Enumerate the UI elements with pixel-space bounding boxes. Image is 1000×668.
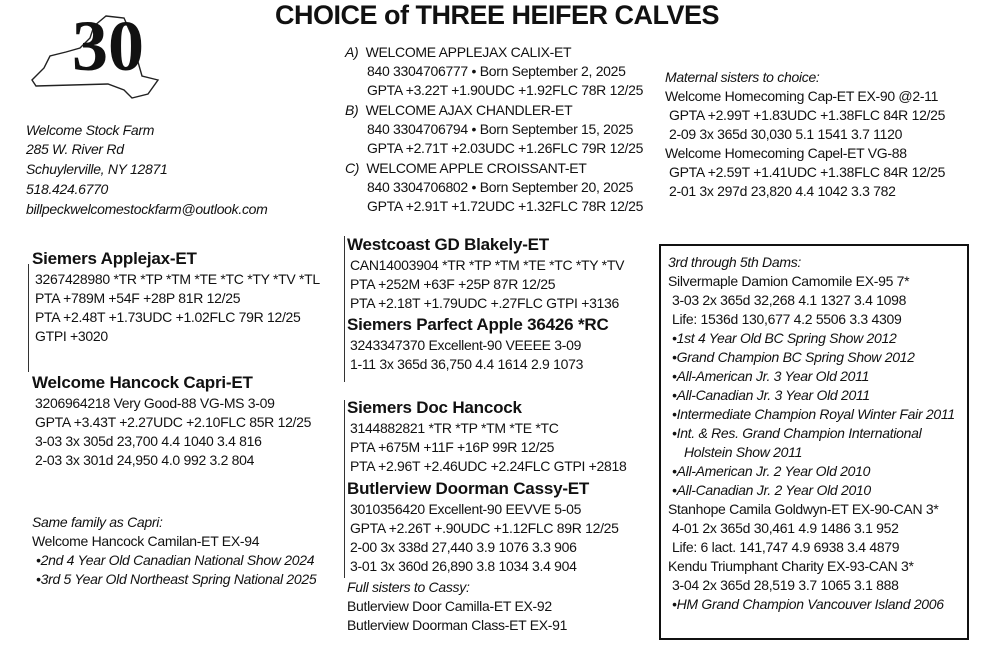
full-sisters-heading: Full sisters to Cassy: (347, 579, 470, 595)
sister-line: GPTA +2.99T +1.83UDC +1.38FLC 84R 12/25 (669, 107, 946, 123)
sister-line: GPTA +2.59T +1.41UDC +1.38FLC 84R 12/25 (669, 164, 946, 180)
fifth-dam-name: Kendu Triumphant Charity EX-93-CAN 3* (668, 558, 914, 574)
choice-letter: A) (345, 44, 359, 60)
third-dam-line: Life: 1536d 130,677 4.2 5506 3.3 4309 (672, 311, 902, 327)
sire-dam-line: 1-11 3x 365d 36,750 4.4 1614 2.9 1073 (350, 356, 584, 372)
sire-sire-line: PTA +2.18T +1.79UDC +.27FLC GTPI +3136 (350, 295, 620, 311)
sire-line: PTA +2.48T +1.73UDC +1.02FLC 79R 12/25 (35, 309, 301, 325)
dam-sire-line: PTA +675M +11F +16P 99R 12/25 (350, 439, 555, 455)
sire-line: GTPI +3020 (35, 328, 108, 344)
sire-sire-name: Westcoast GD Blakely-ET (347, 235, 549, 254)
third-dam-award: •All-Canadian Jr. 3 Year Old 2011 (672, 387, 870, 403)
dam-dam (347, 478, 619, 576)
choice-name: WELCOME APPLE CROISSANT-ET (366, 160, 587, 176)
same-family-heading: Same family as Capri: (32, 514, 163, 530)
dam-sire (347, 397, 627, 476)
sister-line: Welcome Homecoming Capel-ET VG-88 (665, 145, 907, 161)
fifth-dam-award: •HM Grand Champion Vancouver Island 2006 (672, 596, 944, 612)
dam-sire-line: 3144882821 *TR *TP *TM *TE *TC (350, 420, 559, 436)
dam-line: 3-03 3x 305d 23,700 4.4 1040 3.4 816 (35, 433, 262, 449)
consignor-city: Schuylerville, NY 12871 (26, 161, 168, 177)
dam-name: Welcome Hancock Capri-ET (32, 373, 253, 392)
pedigree-bracket (344, 236, 345, 382)
maternal-sisters (665, 68, 945, 201)
dam-dam-line: 3010356420 Excellent-90 EEVVE 5-05 (350, 501, 582, 517)
same-family-award: •2nd 4 Year Old Canadian National Show 2024 (36, 552, 315, 568)
maternal-sisters-heading: Maternal sisters to choice: (665, 69, 820, 85)
choice-id: 840 3304706794 • Born September 15, 2025 (367, 121, 634, 137)
choice-gpta: GPTA +2.91T +1.72UDC +1.32FLC 78R 12/25 (367, 198, 644, 214)
fourth-dam-name: Stanhope Camila Goldwyn-ET EX-90-CAN 3* (668, 501, 939, 517)
full-sister-line: Butlerview Door Camilla-ET EX-92 (347, 598, 552, 614)
dam-dam-line: 2-00 3x 338d 27,440 3.9 1076 3.3 906 (350, 539, 577, 555)
choice-id: 840 3304706802 • Born September 20, 2025 (367, 179, 634, 195)
dam-dam-name: Butlerview Doorman Cassy-ET (347, 479, 590, 498)
pedigree-bracket (344, 400, 345, 578)
third-dam-award: •All-American Jr. 3 Year Old 2011 (672, 368, 870, 384)
page-title: CHOICE of THREE HEIFER CALVES (275, 0, 720, 30)
fourth-dam-line: Life: 6 lact. 141,747 4.9 6938 3.4 4879 (672, 539, 900, 555)
third-dam-award: •Intermediate Champion Royal Winter Fair 2011 (672, 406, 955, 422)
sire-dam-line: 3243347370 Excellent-90 VEEEE 3-09 (350, 337, 582, 353)
full-sisters (347, 578, 567, 635)
same-family (32, 513, 316, 589)
fifth-dam-line: 3-04 2x 365d 28,519 3.7 1065 3.1 888 (672, 577, 899, 593)
sire-line: 3267428980 *TR *TP *TM *TE *TC *TY *TV *TL (35, 271, 320, 287)
dam-line: 3206964218 Very Good-88 VG-MS 3-09 (35, 395, 275, 411)
third-dam-award: •All-Canadian Jr. 2 Year Old 2010 (672, 482, 871, 498)
consignor-phone: 518.424.6770 (26, 181, 109, 197)
dam-line: GPTA +3.43T +2.27UDC +2.10FLC 85R 12/25 (35, 414, 312, 430)
dam-dam-line: GPTA +2.26T +.90UDC +1.12FLC 89R 12/25 (350, 520, 619, 536)
sire-sire-line: PTA +252M +63F +25P 87R 12/25 (350, 276, 556, 292)
sire-sire-line: CAN14003904 *TR *TP *TM *TE *TC *TY *TV (350, 257, 625, 273)
third-dam-award: •All-American Jr. 2 Year Old 2010 (672, 463, 871, 479)
third-dam-award: •Int. & Res. Grand Champion International (672, 425, 922, 441)
dam-sire-name: Siemers Doc Hancock (347, 398, 522, 417)
third-dam-line: 3-03 2x 365d 32,268 4.1 1327 3.4 1098 (672, 292, 907, 308)
lot-number: 30 (72, 6, 144, 86)
pedigree-bracket (28, 264, 29, 372)
dam-sire-line: PTA +2.96T +2.46UDC +2.24FLC GTPI +2818 (350, 458, 627, 474)
sister-line: Welcome Homecoming Cap-ET EX-90 @2-11 (665, 88, 939, 104)
choice-id: 840 3304706777 • Born September 2, 2025 (367, 63, 626, 79)
sire-line: PTA +789M +54F +28P 81R 12/25 (35, 290, 241, 306)
consignor-name: Welcome Stock Farm (26, 122, 155, 138)
consignor-email[interactable]: billpeckwelcomestockfarm@outlook.com (26, 201, 268, 217)
dam-line: 2-03 3x 301d 24,950 4.0 992 3.2 804 (35, 452, 255, 468)
sire-dam-name: Siemers Parfect Apple 36426 *RC (347, 315, 609, 334)
third-dam-award: •1st 4 Year Old BC Spring Show 2012 (672, 330, 897, 346)
choice-gpta: GPTA +2.71T +2.03UDC +1.26FLC 79R 12/25 (367, 140, 644, 156)
choice-name: WELCOME AJAX CHANDLER-ET (365, 102, 573, 118)
third-dam-award: •Grand Champion BC Spring Show 2012 (672, 349, 915, 365)
choice-name: WELCOME APPLEJAX CALIX-ET (365, 44, 572, 60)
dams-box-content (668, 253, 955, 614)
same-family-name: Welcome Hancock Camilan-ET EX-94 (32, 533, 260, 549)
choice-b (345, 101, 643, 158)
consignor-street: 285 W. River Rd (26, 141, 124, 157)
choice-c (345, 159, 643, 216)
sire (32, 248, 320, 346)
dams-box-heading: 3rd through 5th Dams: (668, 254, 801, 270)
same-family-award: •3rd 5 Year Old Northeast Spring National 2025 (36, 571, 317, 587)
choice-letter: B) (345, 102, 359, 118)
sire-dam (347, 314, 609, 374)
dam-dam-line: 3-01 3x 360d 26,890 3.8 1034 3.4 904 (350, 558, 577, 574)
sire-sire (347, 234, 624, 313)
third-dam-award: Holstein Show 2011 (684, 444, 803, 460)
fourth-dam-line: 4-01 2x 365d 30,461 4.9 1486 3.1 952 (672, 520, 899, 536)
choice-a (345, 43, 643, 100)
sister-line: 2-01 3x 297d 23,820 4.4 1042 3.3 782 (669, 183, 896, 199)
choice-gpta: GPTA +3.22T +1.90UDC +1.92FLC 78R 12/25 (367, 82, 644, 98)
sister-line: 2-09 3x 365d 30,030 5.1 1541 3.7 1120 (669, 126, 903, 142)
full-sister-line: Butlerview Doorman Class-ET EX-91 (347, 617, 568, 633)
choice-letter: C) (345, 160, 360, 176)
sire-name: Siemers Applejax-ET (32, 249, 197, 268)
dam (32, 372, 311, 470)
third-dam-name: Silvermaple Damion Camomile EX-95 7* (668, 273, 910, 289)
